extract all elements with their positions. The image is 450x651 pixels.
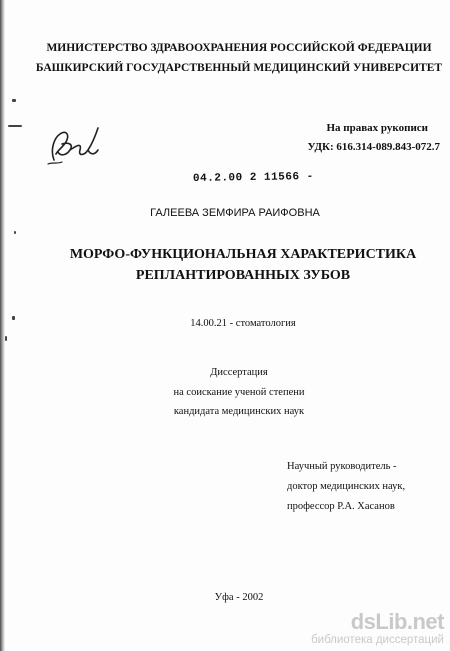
rights-note: На правах рукописи	[326, 122, 428, 134]
scan-speck	[14, 231, 16, 234]
supervisor-label: Научный руководитель -	[287, 461, 397, 472]
handwritten-signature	[40, 120, 110, 175]
thesis-type: Диссертация	[210, 367, 268, 378]
author-name: ГАЛЕЕВА ЗЕМФИРА РАИФОВНА	[150, 207, 320, 219]
watermark-subtitle: библиотека диссертаций	[311, 634, 444, 646]
university-heading: БАШКИРСКИЙ ГОСУДАРСТВЕННЫЙ МЕДИЦИНСКИЙ УНИВЕРСИТЕТ	[35, 62, 443, 74]
thesis-degree-line2: кандидата медицинских наук	[173, 406, 305, 417]
city-year: Уфа - 2002	[214, 592, 264, 603]
supervisor-name: профессор Р.А. Хасанов	[287, 501, 395, 512]
thesis-degree-line1: на соискание ученой степени	[173, 387, 305, 398]
scan-speck	[8, 125, 22, 127]
dslib-watermark	[304, 611, 444, 647]
scan-speck	[5, 336, 7, 341]
thesis-title-line2: РЕПЛАНТИРОВАННЫХ ЗУБОВ	[135, 268, 351, 283]
scan-speck	[12, 99, 16, 102]
watermark-logo: dsLib.net	[350, 609, 444, 634]
udc-code: УДК: 616.314-089.843-072.7	[307, 141, 440, 153]
stamp-number: 04.2.00 2 11566 -	[192, 170, 314, 186]
ministry-heading: МИНИСТЕРСТВО ЗДРАВООХРАНЕНИЯ РОССИЙСКОЙ ФЕДЕРАЦИИ	[46, 42, 432, 54]
specialty-code: 14.00.21 - стоматология	[190, 318, 296, 329]
supervisor-degree: доктор медицинских наук,	[287, 481, 406, 492]
thesis-title-line1: МОРФО-ФУНКЦИОНАЛЬНАЯ ХАРАКТЕРИСТИКА	[69, 247, 417, 262]
